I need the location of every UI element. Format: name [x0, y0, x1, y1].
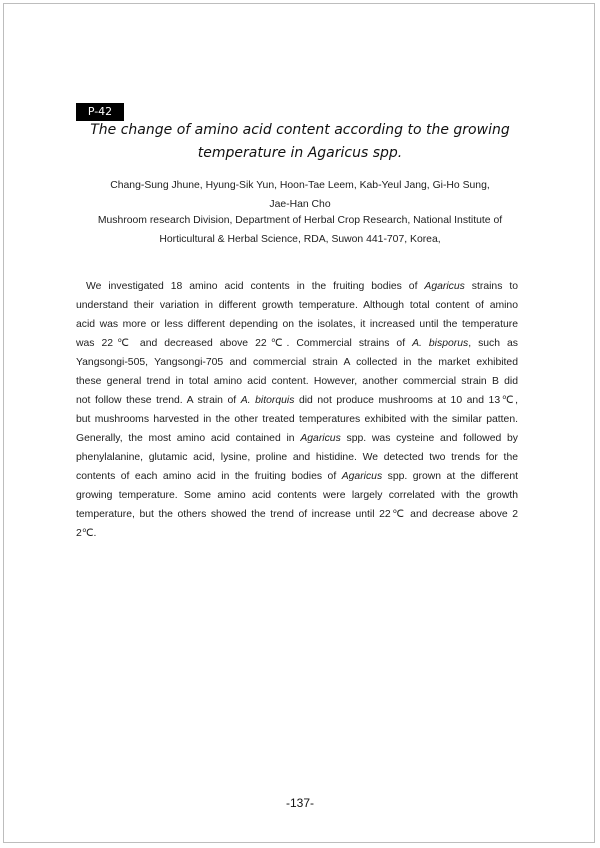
species-name: Agaricus — [424, 281, 465, 292]
affiliation-line-2: Horticultural & Herbal Science, RDA, Suwon 441-707, Korea, — [159, 234, 441, 245]
abstract-line: not follow these trend. A strain of A. bitorquis did not produce mushrooms at 10 and 13℃, — [76, 395, 518, 406]
species-name: A. bitorquis — [240, 395, 295, 406]
abstract-line: acid was more or less different depending on the isolates, it increased until the temperature — [76, 319, 518, 330]
abstract-body — [76, 277, 518, 543]
poster-badge: P-42 — [76, 103, 124, 121]
species-name: A. bisporus — [412, 338, 469, 349]
affiliation-line-1: Mushroom research Division, Department of Herbal Crop Research, National Institute of — [97, 215, 503, 226]
title-line-2: temperature in Agaricus spp. — [197, 145, 403, 161]
species-name: Agaricus — [300, 433, 341, 444]
abstract-line: was 22℃ and decreased above 22℃. Commercial strains of A. bisporus, such as — [76, 338, 518, 349]
abstract-line: growing temperature. Some amino acid contents were largely correlated with the growth — [76, 490, 518, 501]
author-line-2: Jae-Han Cho — [269, 199, 331, 210]
abstract-line: temperature, but the others showed the trend of increase until 22℃ and decrease above 2 — [76, 509, 518, 520]
species-name: Agaricus — [341, 471, 383, 482]
abstract-line: Yangsongi-505, Yangsongi-705 and commercial strain A collected in the market exhibited — [76, 357, 518, 368]
abstract-line: these general trend in total amino acid content. However, another commercial strain B did — [76, 376, 518, 387]
abstract-line: 2℃. — [76, 528, 97, 539]
author-list — [60, 176, 540, 214]
abstract-line: understand their variation in different growth temperature. Although total content of amino — [76, 300, 518, 311]
abstract-line: Generally, the most amino acid contained in Agaricus spp. was cysteine and followed by — [76, 433, 518, 444]
title-line-1: The change of amino acid content according to the growing — [90, 122, 510, 138]
author-line-1: Chang-Sung Jhune, Hyung-Sik Yun, Hoon-Tae Leem, Kab-Yeul Jang, Gi-Ho Sung, — [110, 180, 490, 191]
abstract-line: contents of each amino acid in the fruiting bodies of Agaricus spp. grown at the different — [76, 471, 518, 482]
abstract-line: We investigated 18 amino acid contents in the fruiting bodies of Agaricus strains to — [86, 281, 518, 292]
paper-title — [70, 119, 530, 165]
abstract-line: phenylalanine, glutamic acid, lysine, proline and histidine. We detected two trends for the — [76, 452, 518, 463]
page-number: -137- — [285, 796, 314, 810]
abstract-line: but mushrooms harvested in the other treated temperatures exhibited with the similar patten. — [76, 414, 518, 425]
affiliation — [60, 211, 540, 249]
